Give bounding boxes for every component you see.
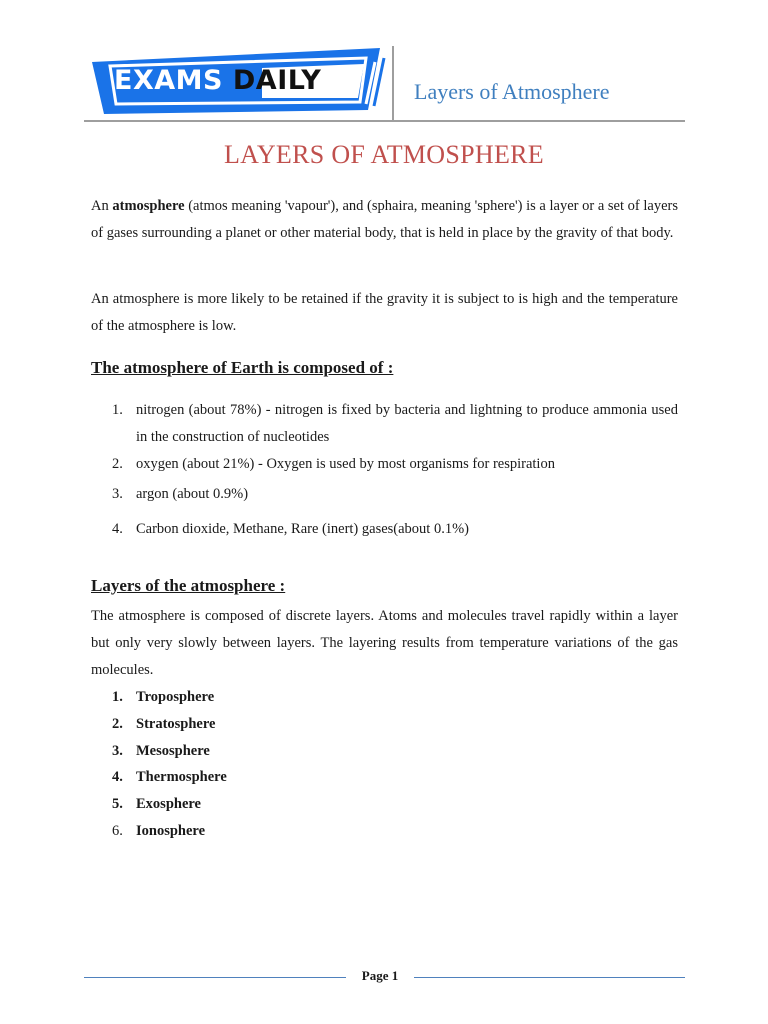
page-header [0, 0, 768, 125]
layer-item-troposphere [112, 687, 214, 707]
list-text: Carbon dioxide, Methane, Rare (inert) gases(about 0.1%) [136, 521, 469, 537]
logo-word-daily: DAILY [232, 65, 322, 96]
list-text: oxygen (about 21%) - Oxygen is used by most organisms for respiration [136, 456, 555, 472]
layer-item-exosphere [112, 794, 201, 814]
layer-item-thermosphere [112, 767, 227, 787]
list-number: 1. [112, 689, 123, 705]
list-number: 3. [112, 743, 123, 759]
list-text: Mesosphere [136, 743, 210, 759]
list-number: 4. [112, 769, 123, 785]
logo-word-exams: EXAMS [114, 65, 223, 96]
list-text: Exosphere [136, 796, 201, 812]
composition-heading: The atmosphere of Earth is composed of : [91, 358, 394, 377]
retention-paragraph: An atmosphere is more likely to be retained if the gravity it is subject to is high and the temperature of the atmosphere is low. [91, 291, 678, 334]
intro-rest: (atmos meaning 'vapour'), and (sphaira, meaning 'sphere') is a layer or a set of layers of gases surrounding a planet or other material body, that is held in place by the gravity of that body. [91, 198, 678, 241]
list-text: Stratosphere [136, 716, 216, 732]
layer-item-mesosphere [112, 741, 210, 761]
layers-paragraph: The atmosphere is composed of discrete layers. Atoms and molecules travel rapidly within a layer but only very slowly between layers. The layering results from temperature variations of the gas molecules. [91, 608, 678, 678]
list-number: 2. [112, 456, 123, 472]
list-text: Troposphere [136, 689, 215, 705]
layer-item-ionosphere [112, 821, 205, 841]
document-title: LAYERS OF ATMOSPHERE [223, 140, 544, 169]
list-number: 4. [112, 521, 123, 537]
list-text: argon (about 0.9%) [136, 486, 249, 502]
intro-paragraph [91, 193, 678, 247]
layer-item-stratosphere [112, 714, 215, 734]
footer-rule-left [84, 977, 346, 978]
logo-text [114, 65, 321, 96]
exams-daily-logo [92, 48, 392, 118]
header-rule [84, 120, 685, 122]
list-number: 3. [112, 486, 123, 502]
composition-item-nitrogen [112, 397, 678, 451]
page-number: Page 1 [361, 968, 399, 983]
layers-heading: Layers of the atmosphere : [91, 576, 286, 595]
list-number: 5. [112, 796, 123, 812]
list-text: nitrogen (about 78%) - nitrogen is fixed by bacteria and lightning to produce ammonia used in the construction of nucleotides [136, 402, 678, 445]
composition-item-argon [112, 481, 678, 508]
list-number: 1. [112, 402, 123, 418]
composition-item-other-gases [112, 516, 678, 543]
list-text: Ionosphere [136, 823, 206, 839]
composition-item-oxygen [112, 451, 678, 478]
footer-rule-right [414, 977, 685, 978]
intro-lead: An [91, 198, 113, 214]
intro-term: atmosphere [112, 198, 185, 214]
list-number: 6. [112, 823, 123, 839]
list-text: Thermosphere [136, 769, 227, 785]
header-divider [392, 46, 394, 120]
header-title: Layers of Atmosphere [414, 79, 610, 104]
list-number: 2. [112, 716, 123, 732]
